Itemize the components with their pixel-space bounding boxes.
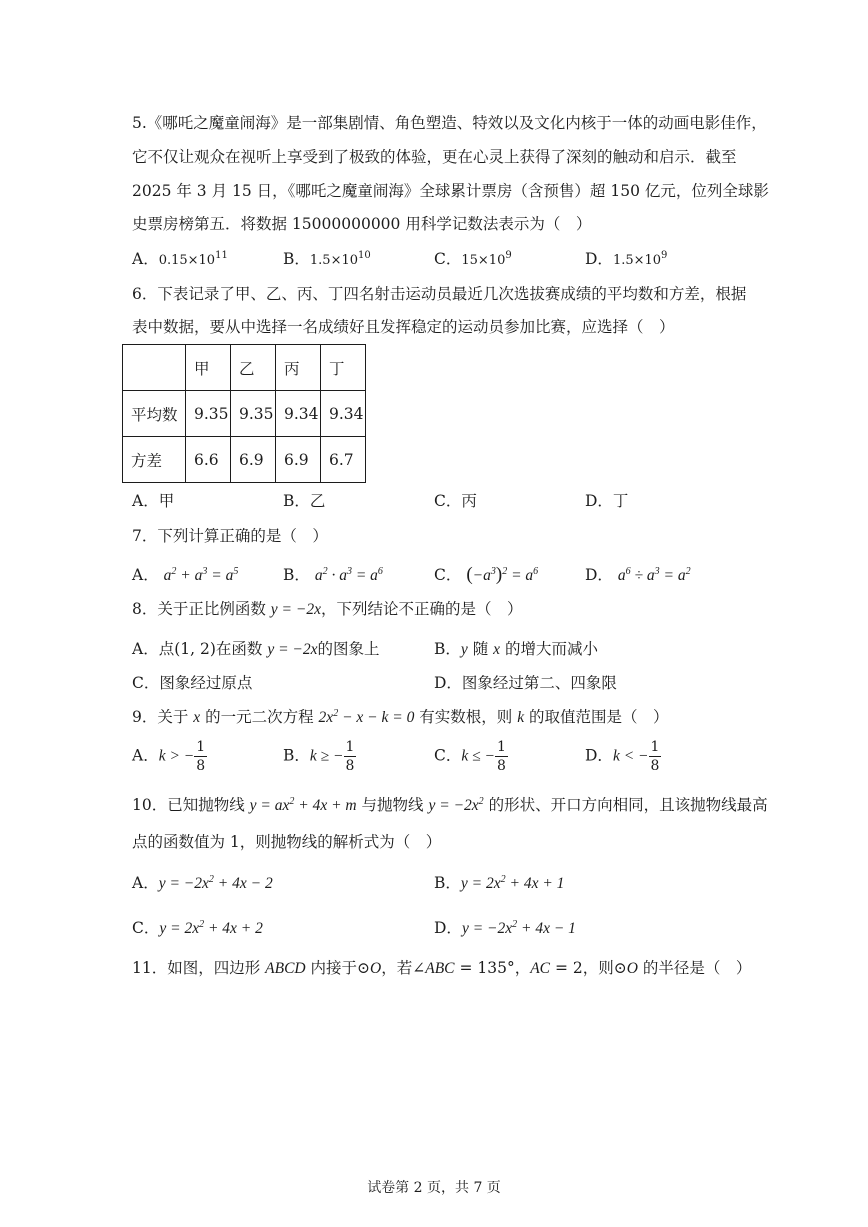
q7-option-b-formula: $a^2 \cdot a^3 = a^6$: [314, 565, 383, 584]
table-cell: 9.34: [276, 391, 321, 437]
page-footer: 试卷第 2 页，共 7 页: [367, 1180, 501, 1196]
q10-option-d: D．$y = -2x^2 + 4x - 1$: [434, 918, 576, 937]
q10-option-c: C．$y = 2x^2 + 4x + 2$: [132, 918, 263, 937]
q10-line-1: 10．已知抛物线 $y = ax^2 + 4x + m$ 与抛物线 $y = -2x^2$ 的形状、开口方向相同，且该抛物线最高: [132, 795, 768, 814]
q9-option-d: D．k < − $\frac{1}{8}$: [585, 739, 660, 774]
q7-option-d-formula: $a^6 \div a^3 = a^2$: [617, 565, 691, 584]
table-cell: 6.6: [186, 437, 231, 483]
q9-option-b: B．k ≥ − $\frac{1}{8}$: [283, 739, 355, 774]
q5-line-3: 2025 年 3 月 15 日，《哪吒之魔童闹海》全球累计票房（含预售）超 150 亿元，位列全球影: [132, 182, 769, 200]
q5-line-2: 它不仅让观众在视听上享受到了极致的体验，更在心灵上获得了深刻的触动和启示．截至: [132, 148, 737, 166]
table-header-cell: [123, 345, 186, 391]
q5-line-1: 5.《哪吒之魔童闹海》是一部集剧情、角色塑造、特效以及文化内核于一体的动画电影佳作，: [132, 114, 767, 132]
q5-option-a: A．$0.15\times 10^{11}$: [132, 249, 228, 268]
q9-option-a: A．k > − $\frac{1}{8}$: [132, 739, 206, 774]
q7-option-c-formula: $(-a^3)^2 = a^6$: [466, 564, 539, 585]
q7-stem: 7．下列计算正确的是（ ）: [132, 527, 328, 545]
q10-line-2: 点的函数值为 1，则抛物线的解析式为（ ）: [132, 833, 442, 851]
q5-option-d: D．$1.5\times 10^9$: [585, 249, 668, 268]
table-header-cell: 丁: [321, 345, 366, 391]
q6-line-1: 6．下表记录了甲、乙、丙、丁四名射击运动员最近几次选拔赛成绩的平均数和方差，根据: [132, 285, 747, 303]
table-row: [123, 391, 366, 437]
q8-stem: 8．关于正比例函数 y = −2x，下列结论不正确的是（ ）: [132, 600, 523, 618]
q6-option-d: D．丁: [585, 492, 629, 510]
q7-option-b: B． $a^2 \cdot a^3 = a^6$: [283, 565, 383, 584]
q10-option-a: A．$y = -2x^2 + 4x - 2$: [132, 873, 273, 892]
q10-option-b: B．$y = 2x^2 + 4x + 1$: [434, 873, 565, 892]
q5-option-b: B．$1.5\times 10^{10}$: [283, 249, 371, 268]
q6-option-b: B．乙: [283, 492, 326, 510]
table-cell: 6.9: [231, 437, 276, 483]
table-row: [123, 437, 366, 483]
q9-stem: 9．关于 x 的一元二次方程 $2x^2 - x - k = 0$ 有实数根，则 k 的取值范围是（ ）: [132, 707, 669, 726]
q8-option-d: D．图象经过第二、四象限: [434, 674, 617, 692]
table-cell: 9.34: [321, 391, 366, 437]
table-cell: 方差: [123, 437, 186, 483]
table-cell: 6.9: [276, 437, 321, 483]
q6-line-2: 表中数据，要从中选择一名成绩好且发挥稳定的运动员参加比赛，应选择（ ）: [132, 318, 675, 336]
table-cell: 平均数: [123, 391, 186, 437]
q7-option-c: C． $(-a^3)^2 = a^6$: [434, 564, 539, 585]
table-cell: 6.7: [321, 437, 366, 483]
q8-option-a: A．点(1, 2)在函数 y = −2x的图象上: [132, 640, 380, 658]
q9-option-c: C．k ≤ − $\frac{1}{8}$: [434, 739, 506, 774]
table-cell: 9.35: [186, 391, 231, 437]
q7-option-a: A． $a^2 + a^3 = a^5$: [132, 565, 239, 584]
q5-line-4: 史票房榜第五．将数据 15000000000 用科学记数法表示为（ ）: [132, 215, 592, 233]
q6-option-a: A．甲: [132, 492, 175, 510]
q5-option-c: C．$15\times 10^9$: [434, 249, 512, 268]
table-header-cell: 丙: [276, 345, 321, 391]
table-header-row: [123, 345, 366, 391]
q6-option-c: C．丙: [434, 492, 477, 510]
q11-stem: 11．如图，四边形 ABCD 内接于⊙O，若∠ABC = 135°，AC = 2，则⊙O 的半径是（ ）: [132, 959, 752, 977]
table-cell: 9.35: [231, 391, 276, 437]
q8-option-b: B．y 随 x 的增大而减小: [434, 640, 598, 658]
table-header-cell: 乙: [231, 345, 276, 391]
q7-option-a-formula: $a^2 + a^3 = a^5$: [163, 565, 239, 584]
q8-option-c: C．图象经过原点: [132, 674, 253, 692]
table-header-cell: 甲: [186, 345, 231, 391]
q7-option-d: D． $a^6 \div a^3 = a^2$: [585, 565, 691, 584]
score-table: [122, 344, 366, 483]
